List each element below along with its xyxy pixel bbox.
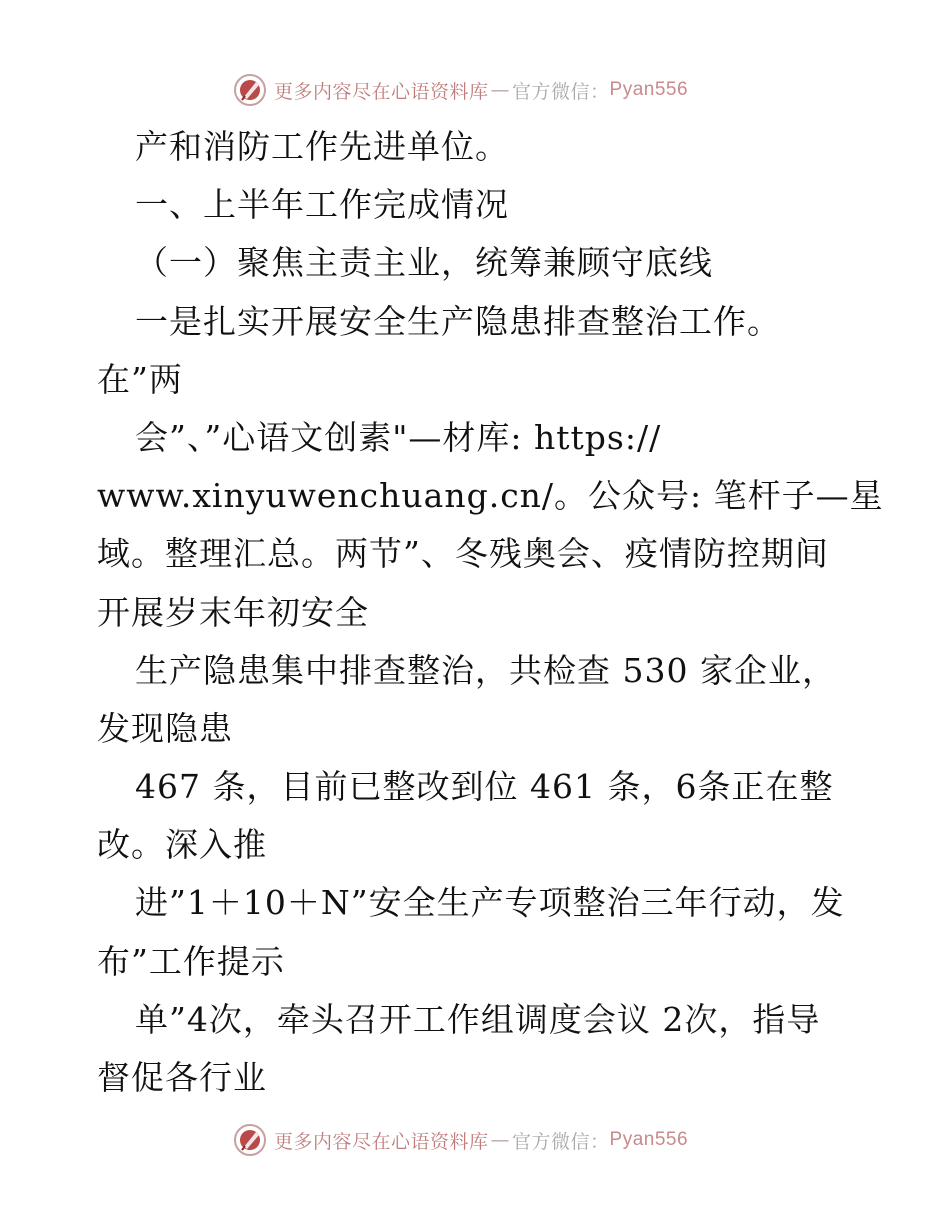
text-line: 单”4次，牵头召开工作组调度会议 2次，指导 (135, 999, 821, 1039)
text-line: 进”1＋10＋N”安全生产专项整治三年行动，发 (135, 883, 845, 923)
text-line: 布”工作提示 (97, 941, 285, 981)
watermark-main-text: 更多内容尽在心语资料库 (274, 1130, 489, 1153)
footer-watermark (232, 1120, 688, 1160)
text-line: 产和消防工作先进单位。 (135, 127, 509, 166)
watermark-main-text: 更多内容尽在心语资料库 (274, 80, 489, 103)
text-line: 发现隐患 (97, 708, 233, 748)
header-watermark (232, 70, 688, 110)
text-line: 开展岁末年初安全 (97, 592, 369, 632)
watermark-dash: — (490, 79, 511, 101)
watermark-wechat-id: Pyan556 (609, 79, 689, 100)
document-body (97, 118, 884, 1107)
text-line: 生产隐患集中排查整治，共检查 530 家企业， (135, 650, 836, 690)
watermark-sub-text: 官方微信： (512, 1130, 610, 1153)
text-line: 在”两 (97, 359, 183, 399)
watermark-dash: — (490, 1129, 511, 1151)
text-line: 会”、”心语文创素"—材库: https:// (135, 417, 662, 457)
text-line: 一是扎实开展安全生产隐患排查整治工作。 (135, 301, 781, 341)
quill-pen-circle-icon (232, 72, 268, 108)
subsection-heading: （一）聚焦主责主业，统筹兼顾守底线 (135, 243, 713, 283)
section-heading: 一、上半年工作完成情况 (135, 185, 509, 225)
text-line: 域。整理汇总。两节”、冬残奥会、疫情防控期间 (97, 534, 829, 574)
text-line: 督促各行业 (97, 1058, 267, 1097)
quill-pen-circle-icon (232, 1122, 268, 1158)
text-line: 467 条，目前已整改到位 461 条，6条正在整 (135, 767, 834, 807)
text-line: 改。深入推 (97, 825, 267, 865)
watermark-wechat-id: Pyan556 (609, 1129, 689, 1150)
watermark-sub-text: 官方微信： (512, 80, 610, 103)
text-line: www.xinyuwenchuang.cn/。公众号: 笔杆子—星 (97, 476, 884, 516)
